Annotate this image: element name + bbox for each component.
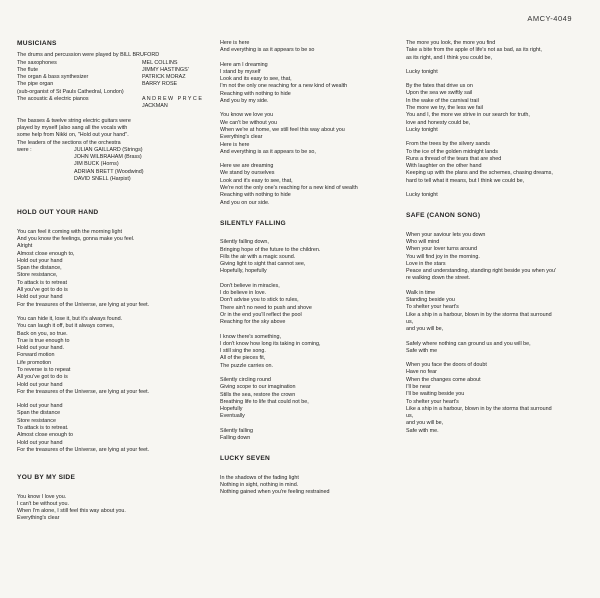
credit-row: [17, 74, 209, 81]
lyric-line: Reaching with nothing to hide: [220, 90, 291, 97]
lyric-line: And you on our side.: [220, 199, 270, 206]
by-my-side-verse-1: [17, 494, 209, 523]
lyric-line: Nothing in sight, nothing in mind.: [220, 481, 299, 488]
lyric-line: I'll be waiting beside you: [406, 391, 465, 398]
lyric-line: By the fates that drive us on: [406, 83, 473, 90]
lyric-line: Don't believe in miracles,: [220, 282, 280, 289]
credit-acoustic-cont: [17, 103, 209, 110]
lyric-line: Hold out your hand: [17, 381, 63, 388]
lyric-line: For the treasures of the Universe, are lying at your feet.: [17, 388, 150, 395]
lyric-line: Falling down: [220, 435, 251, 442]
lyric-line: Silently circling round: [220, 376, 271, 383]
lyric-line: Reaching for the sky above: [220, 319, 286, 326]
lyric-line: Hopefully: [220, 406, 243, 413]
credit-role: The pipe organ: [17, 81, 54, 88]
lyric-line: Stills the sea, restore the crown: [220, 391, 296, 398]
lyric-line: Runs a thread of the tears that are shed: [406, 155, 502, 162]
hold-out-verse-2: [17, 316, 209, 396]
lyric-line: From the trees by the silvery sands: [406, 141, 490, 148]
lyric-line: When I'm alone, I still feel this way about you.: [17, 508, 126, 515]
lyric-line: You can feel it coming with the morning light: [17, 228, 122, 235]
lyric-line: hard to tell what it means, but I think we could be,: [406, 177, 525, 184]
lyric-line: And everything is as it appears to be so: [220, 47, 315, 54]
lucky-tonight-2: Lucky tonight: [406, 192, 438, 199]
lyric-line: True is true enough to: [17, 337, 70, 344]
credit-role: The flute: [17, 66, 38, 73]
were-label: were :: [17, 146, 32, 153]
lyric-line: I don't know how long its taking in coming,: [220, 340, 321, 347]
lyric-line: The more you look, the more you find: [406, 40, 496, 46]
lyric-line: re walking down the street.: [406, 275, 471, 282]
lyric-line: To reverse is to repeat: [17, 366, 71, 373]
lyric-line: Here we are dreaming: [220, 163, 274, 170]
column-left: [17, 40, 209, 523]
lyric-line: Walk in time: [406, 289, 436, 296]
lyric-line: Back on you, so true.: [17, 330, 68, 337]
lyric-line: DAVID SNELL (Harpist): [74, 176, 131, 183]
safe-verse-4: [406, 362, 592, 435]
lyric-line: Take a bite from the apple of life's not as bad, as its right,: [406, 47, 542, 54]
lyric-line: Here am I dreaming: [220, 61, 268, 68]
lyric-line: Standing beside you: [406, 297, 455, 304]
lyric-line: I'll be near: [406, 383, 431, 390]
lyric-line: For the treasures of the Universe, are lying at your feet.: [17, 446, 150, 453]
lyric-line: I stand by myself: [220, 68, 261, 75]
silently-heading: SILENTLY FALLING: [220, 219, 286, 227]
lyric-line: You know we love you: [220, 112, 274, 119]
lyric-line: The puzzle carries on.: [220, 362, 274, 369]
lyric-line: Store resistance: [17, 417, 56, 424]
lyric-line: To shelter your heart's: [406, 304, 459, 311]
lyric-line: I can't be without you.: [17, 500, 69, 507]
lyric-line: Look and its easy to see, that,: [220, 76, 292, 83]
lyric-line: I know there's something,: [220, 333, 281, 340]
by-my-side-verse-3: [220, 62, 404, 106]
musicians-heading: MUSICIANS: [17, 40, 57, 47]
lyric-line: You can laugh it off, but it always comes,: [17, 323, 115, 330]
credit-row: [17, 60, 209, 67]
silently-verse-4: [220, 377, 404, 421]
credit-acoustic: [17, 96, 209, 103]
lyric-line: Hold out your hand: [17, 294, 63, 301]
hold-out-verse-1: [17, 229, 209, 309]
lyric-line: The basses & twelve string electric guitars were: [17, 117, 131, 124]
lyric-line: You know I love you.: [17, 493, 67, 500]
lyric-line: With laughter on the other hand: [406, 163, 482, 170]
lucky-verse-1: [220, 475, 404, 497]
lyric-line: Eventually: [220, 413, 245, 420]
lyric-line: You will find joy in the morning.: [406, 253, 480, 260]
orchestra-list: [17, 147, 209, 183]
credit-role: The acoustic & electric pianos: [17, 96, 89, 103]
credit-name: BARRY ROSE: [142, 81, 178, 88]
lyric-line: Nothing gained when you're feeling restrained: [220, 489, 330, 496]
silently-verse-2: [220, 283, 404, 327]
lyric-line: Life promotion: [17, 359, 52, 366]
lyric-line: Almost close enough to: [17, 432, 74, 439]
lyric-line: All you've got to do is: [17, 374, 68, 381]
lyric-line: Everything's clear: [17, 515, 60, 522]
lyric-line: Safe with me: [406, 347, 438, 354]
lyric-line: I do believe in love.: [220, 290, 267, 297]
lyric-line: us,: [406, 413, 414, 420]
lyric-line: We're not the only one's reaching for a new kind of wealth: [220, 185, 358, 192]
lyric-line: JIM BUCK (Horns): [74, 161, 119, 168]
lyric-line: All of the pieces fit,: [220, 355, 266, 362]
catalog-number: AMCY-4049: [527, 14, 572, 23]
lyric-line: Store resistance,: [17, 272, 58, 279]
lyric-line: For the treasures of the Universe, are lying at your feet.: [17, 301, 150, 308]
lyric-line: When your lover turns around: [406, 246, 478, 253]
credit-name: JACKMAN: [142, 103, 168, 110]
lyric-line: And you by my side.: [220, 98, 269, 105]
silently-verse-1: [220, 239, 404, 275]
column-middle: [220, 40, 404, 497]
lyric-line: played by myself (also sang all the vocals with: [17, 124, 128, 131]
lyric-line: Alright: [17, 243, 33, 250]
lyric-line: Hopefully, hopefully: [220, 268, 267, 275]
lyric-line: Reaching with nothing to hide: [220, 192, 291, 199]
lyric-line: I'm not the only one reaching for a new kind of wealth: [220, 83, 348, 90]
lyric-line: love and honesty could be,: [406, 119, 471, 126]
lucky-verse-4: [406, 141, 592, 185]
credit-role: The organ & bass synthesizer: [17, 74, 89, 81]
lyric-line: I still sing the song.: [220, 348, 266, 355]
lyric-line: Fills the air with a magic sound.: [220, 253, 296, 260]
lyric-line: Span the distance,: [17, 265, 62, 272]
lyric-line: When the changes come about: [406, 376, 481, 383]
lyric-line: You can hide it, lose it, but it's always found.: [17, 315, 123, 322]
silently-verse-5: [220, 428, 404, 443]
silently-verse-3: [220, 334, 404, 370]
credits-list: [17, 60, 209, 89]
lyric-line: and you will be,: [406, 326, 444, 333]
by-my-side-heading: YOU BY MY SIDE: [17, 474, 76, 482]
lyric-line: and you will be,: [406, 420, 444, 427]
lyric-line: And everything is as it appears to be so,: [220, 148, 316, 155]
lyric-line: as its right, and I think you could be,: [406, 54, 493, 61]
lyric-line: ADRIAN BRETT (Woodwind): [74, 168, 144, 175]
credit-name: MEL COLLINS: [142, 59, 178, 66]
lyric-line: In the wake of the carnival trail: [406, 97, 479, 104]
lyric-line: Giving light to sight that cannot see,: [220, 261, 306, 268]
lyric-line: We can't be without you: [220, 119, 277, 126]
lyric-line: Hold out your hand: [17, 403, 63, 410]
musicians-intro: The drums and percussion were played by BILL BRUFORD: [17, 52, 160, 59]
lyric-line: To the ice of the golden midnight lands: [406, 148, 499, 155]
credit-name: PATRICK MORAZ: [142, 74, 186, 81]
lyric-line: Everything's clear: [220, 134, 263, 141]
by-my-side-verse-2: [220, 40, 404, 55]
lyric-line: Keeping up with the plans and the schemes, chasing dreams,: [406, 170, 553, 177]
by-my-side-verse-5: [220, 163, 404, 207]
lyric-line: JOHN WILBRAHAM (Brass): [74, 154, 142, 161]
lucky-verse-2: [406, 40, 592, 62]
safe-verse-2: [406, 290, 592, 334]
lucky-tonight-1: Lucky tonight: [406, 68, 438, 75]
lyric-line: Upon the sea we swiftly sail: [406, 90, 473, 97]
lyric-line: The more we try, the less we fail: [406, 105, 483, 112]
lyric-line: Giving scope to our imagination: [220, 384, 296, 391]
lucky-verse-3: [406, 83, 592, 134]
bass-lines: [17, 118, 209, 147]
lyric-line: Forward motion: [17, 352, 55, 359]
safe-verse-1: [406, 232, 592, 283]
lyric-line: Breathing life to life that could not be,: [220, 398, 309, 405]
lyric-line: Or in the end you'll reflect the pool: [220, 311, 302, 318]
lyric-line: Almost close enough to,: [17, 250, 75, 257]
lyric-line: Here is here: [220, 40, 250, 46]
lyric-line: In the shadows of the fading light: [220, 474, 299, 481]
lyric-line: Like a ship in a harbour, blown in by the storms that surround: [406, 311, 552, 318]
lyric-line: Hold out your hand: [17, 257, 63, 264]
lyric-line: We stand by ourselves: [220, 170, 275, 177]
lucky-heading: LUCKY SEVEN: [220, 455, 271, 463]
lyric-line: The leaders of the sections of the orchestra: [17, 139, 121, 146]
lyric-line: Silently falling down,: [220, 239, 269, 246]
lyric-line: To attack is to retreat: [17, 279, 68, 286]
lyric-line: And you know the feelings, gonna make you feel.: [17, 235, 135, 242]
lyric-line: Love in the stars: [406, 260, 446, 267]
credit-name: A N D R E W P R Y C E: [142, 96, 202, 103]
lyric-line: Safe with me.: [406, 427, 439, 434]
lyric-line: Look and it's easy to see, that,: [220, 177, 293, 184]
lyric-line: Lucky tonight: [406, 126, 438, 133]
lyric-line: You and I, the more we strive in our search for truth,: [406, 112, 530, 119]
lyric-line: Span the distance: [17, 410, 61, 417]
safe-verse-3: [406, 341, 592, 356]
hold-out-verse-3: [17, 403, 209, 454]
lyric-line: When we're at home, we still feel this way about you: [220, 126, 345, 133]
credit-row: [17, 67, 209, 74]
credit-row: [17, 81, 209, 88]
lyric-line: Who will mind: [406, 238, 440, 245]
lyric-line: us,: [406, 318, 414, 325]
lyric-line: Safely where nothing can ground us and you will be,: [406, 340, 531, 347]
lyric-line: When your saviour lets you down: [406, 231, 486, 238]
lyric-line: Bringing hope of the future to the children.: [220, 246, 321, 253]
lyric-line: Don't advise you to stick to rules,: [220, 297, 299, 304]
lyric-line: All you've got to do is: [17, 287, 68, 294]
lyric-line: There ain't no need to push and shove: [220, 304, 312, 311]
safe-heading: SAFE (CANON SONG): [406, 212, 481, 220]
lyric-line: Like a ship in a harbour, blown in by the storms that surround: [406, 405, 552, 412]
lyric-line: Hold out your hand.: [17, 345, 65, 352]
credit-role: The saxophones: [17, 59, 57, 66]
lyric-line: When you face the doors of doubt: [406, 362, 487, 369]
lyric-line: Peace and understanding, standing right beside you when you': [406, 268, 556, 275]
lyric-line: Hold out your hand: [17, 439, 63, 446]
lyric-line: Have no fear: [406, 369, 437, 376]
lyric-line: To shelter your heart's: [406, 398, 459, 405]
lyric-line: Silently falling: [220, 427, 253, 434]
credit-name: JIMMY HASTINGS': [142, 66, 189, 73]
lyric-line: To attack is to retreat.: [17, 425, 69, 432]
sub-organist: (sub-organist of St Pauls Cathedral, London): [17, 88, 124, 95]
lyric-line: Here is here: [220, 141, 250, 148]
lyric-line: some help from Nikki on, "Hold out your hand".: [17, 132, 129, 139]
lyric-line: JULIAN GAILLARD (Strings): [74, 146, 143, 153]
by-my-side-verse-4: [220, 112, 404, 156]
column-right: [406, 40, 592, 435]
hold-out-heading: HOLD OUT YOUR HAND: [17, 209, 99, 217]
